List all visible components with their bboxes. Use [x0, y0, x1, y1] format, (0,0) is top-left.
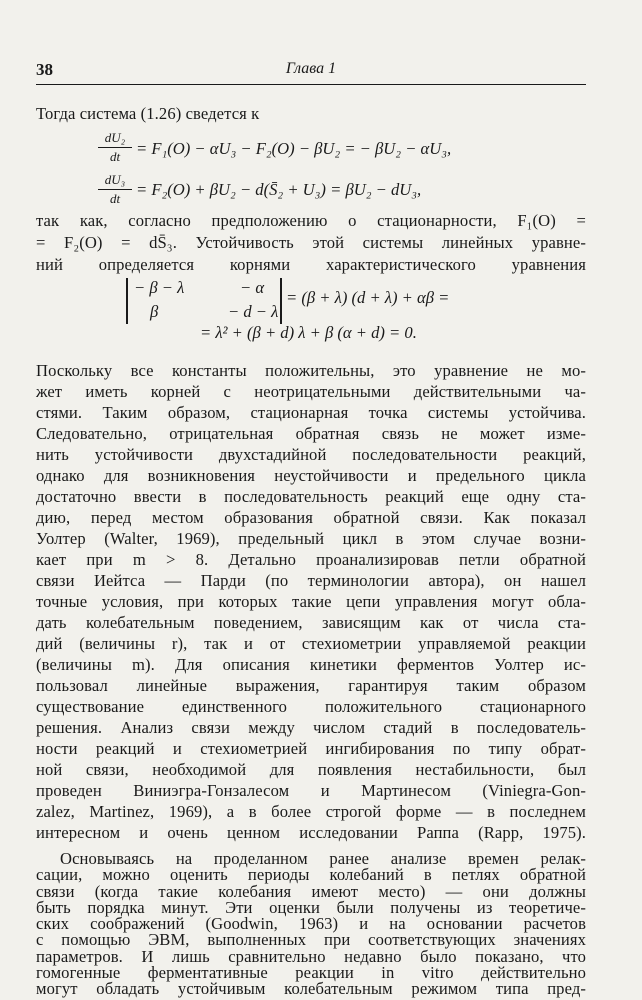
det-a12: − α — [240, 278, 265, 297]
text-line: кает при m > 8. Детально проанализировав петли обратной — [36, 550, 586, 569]
text-line: достаточно ввести в последовательность реакций еще одну ста- — [36, 487, 586, 506]
eq1-denominator: dt — [109, 149, 121, 164]
text-line: быть порядка минут. Эти оценки были получены из теоретиче- — [36, 897, 586, 917]
text-line: параметров. И лишь сравнительно недавно было показано, что — [36, 946, 586, 966]
text-line: интересном и очень ценном исследовании Раппа (Rapp, 1975). — [36, 823, 586, 842]
eq2-numerator: dU₃ — [104, 172, 126, 187]
eq2-denominator: dt — [109, 191, 121, 206]
running-header — [36, 60, 586, 84]
text-line: с помощью ЭВМ, выполненных при соответствующих значениях — [36, 930, 586, 950]
text-line: связи Иейтса — Парди (по терминологии автора), он нашел — [36, 571, 586, 590]
det-rhs-2: = λ² + (β + d) λ + β (α + d) = 0. — [200, 323, 417, 342]
text-line: существование единственного положительного стационарного — [36, 697, 586, 716]
det-a22: − d − λ — [228, 302, 279, 321]
text-line: стями. Таким образом, стационарная точка системы устойчива. — [36, 403, 586, 422]
text-line: ний определяется корнями характеристического уравнения — [36, 255, 586, 274]
header-rule — [36, 84, 586, 85]
page-number: 38 — [36, 60, 53, 79]
eq1-fraction — [98, 130, 132, 165]
det-a21: β — [150, 302, 159, 321]
eq1-rhs: = F₁(O) − αU₃ − F₂(O) − βU₂ = − βU₂ − αU₃, — [136, 139, 452, 158]
chapter-title: Глава 1 — [285, 60, 337, 77]
text-line: пользовал линейные выражения, гарантируя таким образом — [36, 676, 586, 695]
text-line: ной связи, необходимой для появления нестабильности, был — [36, 760, 586, 779]
text-line: так как, согласно предположению о стационарности, F₁(O) = — [36, 211, 586, 230]
text-line: точные условия, при которых такие цепи управления могут обла- — [36, 592, 586, 611]
text-line: связи (когда такие колебания имеют место) — они должны — [36, 881, 586, 901]
text-line: гомогенные ферментативные реакции in vitro действительно — [36, 962, 586, 982]
eq2-fraction — [98, 172, 132, 207]
text-line: = F₂(O) = dS̄₃. Устойчивость этой системы линейных уравне- — [36, 233, 586, 252]
text-line: жет иметь корней с неотрицательными действительными ча- — [36, 382, 586, 401]
text-line: сации, можно оценить периоды колебаний в петлях обратной — [36, 865, 586, 885]
text-line: дию, перед местом образования обратной связи. Как показал — [36, 508, 586, 527]
text-line: могут обладать устойчивым колебательным режимом типа пред- — [36, 979, 586, 998]
text-line: zalez, Martinez, 1969), а в более строгой форме — в последнем — [36, 802, 586, 821]
text-line: дать колебательным поведением, зависящим как от числа ста- — [36, 613, 586, 632]
det-rhs-1: = (β + λ) (d + λ) + αβ = — [286, 288, 450, 307]
text-line: решения. Анализ связи между числом стадий в последователь- — [36, 718, 586, 737]
text-line: Уолтер (Walter, 1969), предельный цикл в этом случае возни- — [36, 529, 586, 548]
eq2-rhs: = F₂(O) + βU₂ − d(S̄₂ + U₃) = βU₂ − dU₃, — [136, 180, 422, 199]
intro-line: Тогда система (1.26) сведется к — [36, 104, 260, 123]
text-line: проведен Виниэгра-Гонзалесом и Мартинесом (Viniegra-Gon- — [36, 781, 586, 800]
text-line: ских соображений (Goodwin, 1963) и на основании расчетов — [36, 914, 586, 933]
det-a11: − β − λ — [134, 278, 185, 297]
eq1-numerator: dU₂ — [104, 130, 126, 145]
text-line: (величины m). Для описания кинетики ферментов Уолтер ис- — [36, 655, 586, 674]
text-line: ности реакций и стехиометрией ингибирования по типу обрат- — [36, 739, 586, 758]
text-line: Основываясь на проделанном ранее анализе времен релак- — [60, 849, 586, 868]
determinant-right-bar — [280, 278, 282, 324]
text-line: однако для возникновения неустойчивости и предельного цикла — [36, 466, 586, 485]
text-line: дий (величины r), так и от стехиометрии управляемой реакции — [36, 634, 586, 653]
text-line: Поскольку все константы положительны, это уравнение не мо- — [36, 361, 586, 380]
text-line: Следовательно, отрицательная обратная связь не может изме- — [36, 424, 586, 443]
determinant-left-bar — [126, 278, 128, 324]
text-line: нить устойчивости двухстадийной последовательности реакций, — [36, 445, 586, 464]
